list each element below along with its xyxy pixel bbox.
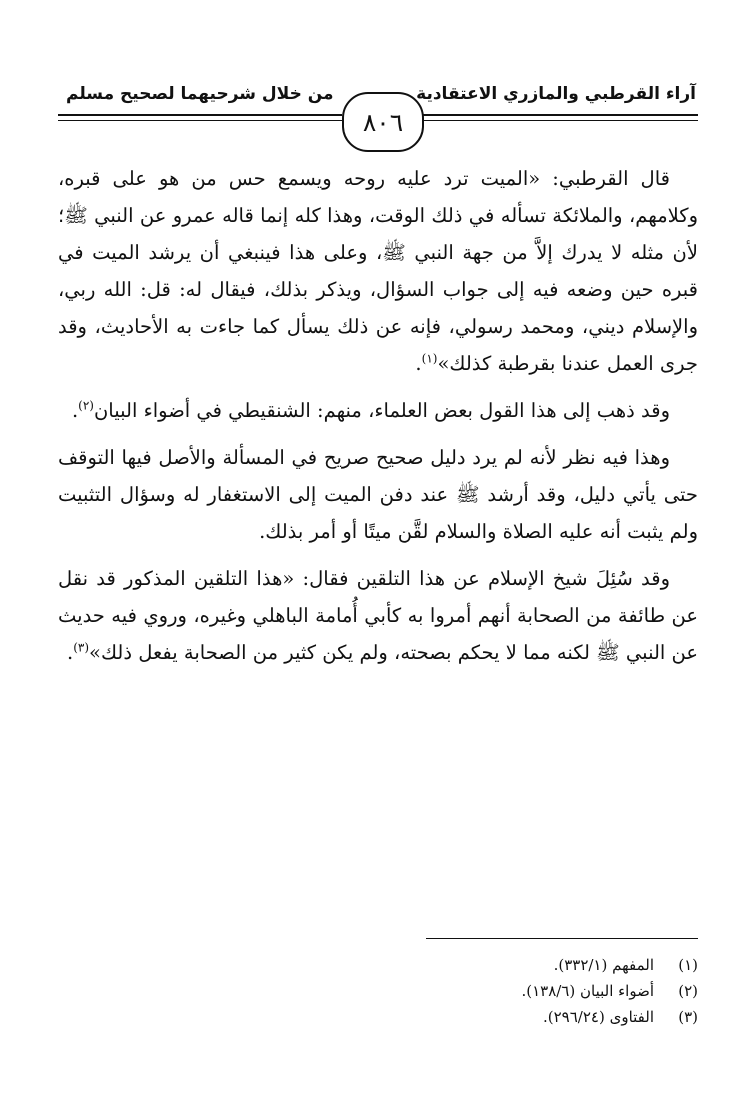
paragraph-critique — [58, 439, 698, 550]
footnote-ref-2: (٢) — [78, 398, 94, 413]
header-rule-right-top — [420, 114, 698, 116]
paragraph-text: وقد ذهب إلى هذا القول بعض العلماء، منهم: الشنقيطي في أضواء البيان — [93, 399, 670, 422]
footnote-1 — [58, 952, 698, 978]
paragraph-text: قال القرطبي: «الميت ترد عليه روحه ويسمع حس من هو على قبره، وكلامهم، والملائكة تسأله في ذلك الوقت، وهذا كله إنما قاله عمرو عن النبي ﷺ؛ لأن مثله لا يدرك إلاَّ من جهة النبي ﷺ، وعلى هذا فينبغي أن يرشد الميت في قبره حين وضعه فيه إلى جواب السؤال، ويذكر بذلك، فيقال له: قل: الله ربي، والإسلام ديني، ومحمد رسولي، فإنه عن ذلك يسأل كما جاءت به الأحاديث، وقد جرى العمل عندنا بقرطبة كذلك» — [58, 167, 698, 375]
page-number-text: ٨٠٦ — [362, 107, 404, 137]
footnotes — [58, 952, 698, 1030]
footnote-number: (٣) — [678, 1008, 698, 1026]
header-rule-left-bottom — [58, 120, 342, 121]
header-rule-left-top — [58, 114, 342, 116]
header-rule-right-bottom — [420, 120, 698, 121]
footnote-number: (١) — [678, 956, 698, 974]
running-head-book-title: آراء القرطبي والمازري الاعتقادية — [416, 84, 696, 104]
footnote-text: أضواء البيان (١٣٨/٦). — [521, 982, 654, 1000]
paragraph-tail: . — [415, 352, 422, 375]
paragraph-scholars-opinion — [58, 392, 698, 429]
footnote-text: المفهم (٣٣٢/١). — [553, 956, 654, 974]
footnote-ref-3: (٣) — [73, 640, 90, 655]
footnote-separator — [426, 938, 698, 939]
paragraph-text: وقد سُئِلَ شيخ الإسلام عن هذا التلقين فقال: «هذا التلقين المذكور قد نقل عن طائفة من الصحابة أنهم أمروا به كأبي أُمامة الباهلي وغيره، وروي فيه حديث عن النبي ﷺ لكنه مما لا يحكم بصحته، ولم يكن كثير من الصحابة يفعل ذلك» — [58, 567, 698, 664]
footnote-text: الفتاوى (٢٩٦/٢٤). — [543, 1008, 654, 1026]
paragraph-qurtubi-quote — [58, 160, 698, 382]
paragraph-text: وهذا فيه نظر لأنه لم يرد دليل صحيح صريح في المسألة والأصل فيها التوقف حتى يأتي دليل، وقد أرشد ﷺ عند دفن الميت إلى الاستغفار له وسؤال التثبيت ولم يثبت أنه عليه الصلاة والسلام لقَّن ميتًا أو أمر بذلك. — [58, 446, 698, 543]
paragraph-tail: . — [67, 641, 74, 664]
paragraph-ibn-taymiyya — [58, 560, 698, 671]
footnote-3 — [58, 1004, 698, 1030]
footnote-number: (٢) — [678, 982, 698, 1000]
paragraph-tail: . — [71, 399, 79, 422]
page-number — [342, 92, 424, 152]
footnote-2 — [58, 978, 698, 1004]
running-head-subtitle: من خلال شرحيهما لصحيح مسلم — [66, 84, 334, 104]
footnote-ref-1: (١) — [421, 351, 438, 366]
body-text — [58, 160, 698, 681]
